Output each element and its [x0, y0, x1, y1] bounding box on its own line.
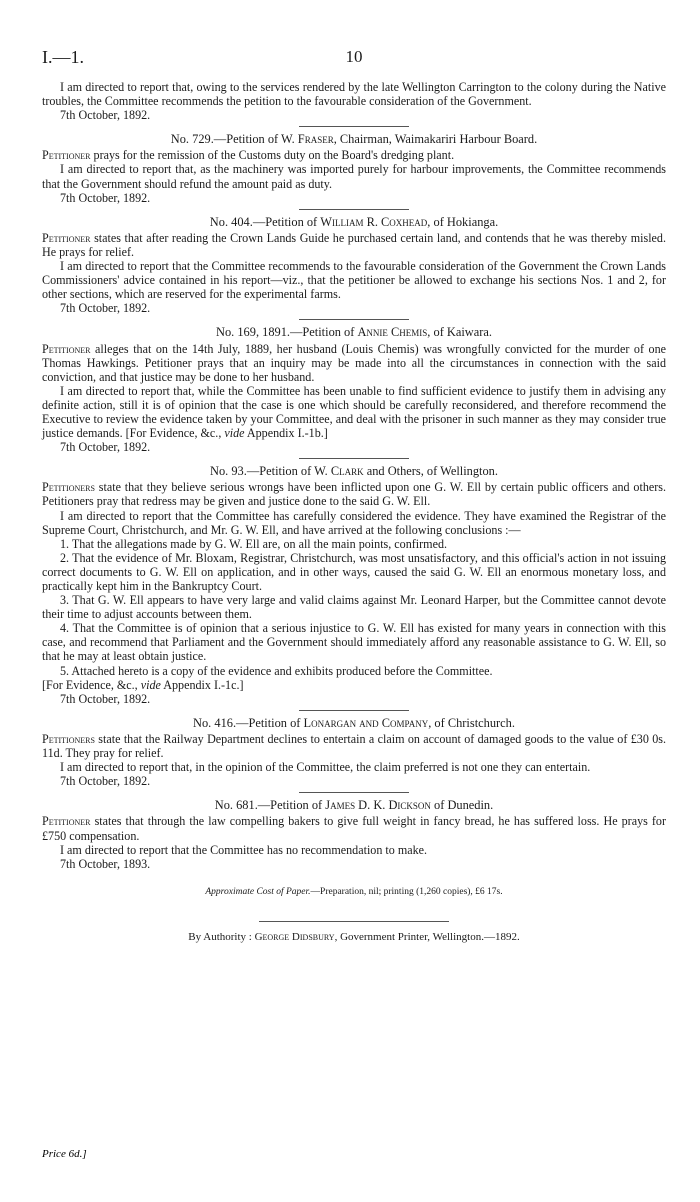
petitioner-statement: Petitioner alleges that on the 14th July, 1889, her husband (Louis Chemis) was wrongfully convicted for the murder of one Thomas Hawkings. Petitioner prays that an inquiry may be made into all the circumstances in connection with the said conviction, and that justice may be done to her husband.: [42, 341, 666, 384]
report-paragraph: I am directed to report that, owing to the services rendered by the late Wellington Carrington to the colony during the Native troubles, the Committee recommends the petition to the favourable consideration of the Government.: [42, 80, 666, 109]
report-date: 7th October, 1893.: [60, 856, 151, 871]
conclusion-item: 3. That G. W. Ell appears to have very large and valid claims against Mr. Leonard Harper, but the Committee cannot devote their time to adjust accounts between them.: [42, 593, 666, 622]
petition-dickson: [42, 798, 666, 870]
section-divider: [299, 209, 409, 210]
page-header: [42, 47, 666, 74]
petition-chemis: [42, 325, 666, 454]
section-divider: [299, 319, 409, 320]
report-date: 7th October, 1892.: [60, 108, 151, 123]
conclusion-item: 2. That the evidence of Mr. Bloxam, Registrar, Christchurch, was most unsatisfactory, and this official's action in not issuing correct documents to G. W. Ell on application, and in other ways, caused the said G. W. Ell an enormous monetary loss, and practically kept him in the Bankruptcy Court.: [42, 550, 666, 593]
conclusion-item: 1. That the allegations made by G. W. Ell are, on all the main points, confirmed.: [60, 536, 448, 551]
price-note: Price 6d.]: [42, 1148, 87, 1160]
report-date: 7th October, 1892.: [60, 190, 151, 205]
report-date: 7th October, 1892.: [60, 774, 151, 789]
report-paragraph: I am directed to report that the Committee has carefully considered the evidence. They have examined the Registrar of the Supreme Court, Christchurch, and Mr. G. W. Ell, and have arrived at the following conclusions :—: [42, 508, 666, 537]
petition-clark: [42, 464, 666, 706]
petitioner-statement: Petitioner prays for the remission of the Customs duty on the Board's dredging plant.: [42, 148, 455, 163]
section-divider: [299, 126, 409, 127]
page-number: 10: [345, 47, 363, 66]
footer-divider: [259, 921, 449, 922]
petitioner-statement: Petitioners state that the Railway Department declines to entertain a claim on account of damaged goods to the value of £30 0s. 11d. They pray for relief.: [42, 731, 666, 761]
petitioner-statement: Petitioner states that after reading the Crown Lands Guide he purchased certain land, and contends that he was thereby misled. He prays for relief.: [42, 230, 666, 259]
petitioner-statement: Petitioners state that they believe serious wrongs have been inflicted upon one G. W. Ell by certain public officers and others. Petitioners pray that redress may be given and justice done to the said G. W. Ell.: [42, 480, 666, 509]
report-date: 7th October, 1892.: [60, 440, 151, 455]
report-paragraph: I am directed to report that the Committee recommends to the favourable consideration of the Government the Crown Lands Commissioners' advice contained in his report—viz., that the petitioner be allowed to exchange his sections Nos. 1 and 2, for other sections, which are reserved for the experimental farms.: [42, 259, 666, 302]
petition-heading: No. 681.—Petition of James D. K. Dickson of Dunedin.: [214, 798, 494, 813]
report-paragraph: I am directed to report that the Committee has no recommendation to make.: [60, 842, 428, 857]
petition-heading: No. 729.—Petition of W. Fraser, Chairman, Waimakariri Harbour Board.: [170, 132, 538, 147]
conclusion-item: 5. Attached hereto is a copy of the evidence and exhibits produced before the Committee.: [60, 663, 493, 678]
report-paragraph: I am directed to report that, as the machinery was imported purely for harbour improvements, the Committee recommends that the Government should refund the amount paid as duty.: [42, 162, 666, 191]
report-date: 7th October, 1892.: [60, 301, 151, 316]
section-divider: [299, 792, 409, 793]
report-paragraph: I am directed to report that, while the Committee has been unable to find sufficient evidence to justify them in advising any definite action, still it is of opinion that the case is one which should be carefully reconsidered, and therefore recommend the Executive to review the evidence taken by your Committee, and deal with the prisoner in such manner as they may consider true justice demands. [For Evidence, &c., vide Appendix I.-1b.]: [42, 383, 666, 441]
printer-authority: By Authority : George Didsbury, Government Printer, Wellington.—1892.: [188, 930, 520, 943]
petition-lonargan: [42, 716, 666, 788]
report-date: 7th October, 1892.: [60, 691, 151, 706]
petition-heading: No. 404.—Petition of William R. Coxhead, of Hokianga.: [209, 214, 499, 229]
petitioner-statement: Petitioner states that through the law compelling bakers to give full weight in fancy bread, he has suffered loss. He prays for £750 compensation.: [42, 814, 666, 843]
section-divider: [299, 710, 409, 711]
petition-carrington: [42, 80, 666, 122]
cost-of-paper: Approximate Cost of Paper.—Preparation, nil; printing (1,260 copies), £6 17s.: [205, 886, 503, 897]
evidence-reference: [For Evidence, &c., vide Appendix I.-1c.]: [42, 677, 244, 692]
petition-heading: No. 169, 1891.—Petition of Annie Chemis, of Kaiwara.: [216, 325, 492, 340]
page-reference: I.—1.: [42, 47, 84, 67]
petition-fraser: [42, 132, 666, 204]
petition-heading: No. 93.—Petition of W. Clark and Others, of Wellington.: [210, 464, 498, 479]
petition-heading: No. 416.—Petition of Lonargan and Company, of Christchurch.: [193, 715, 515, 730]
conclusion-item: 4. That the Committee is of opinion that a serious injustice to G. W. Ell has existed for many years in connection with this case, and recommend that Parliament and the Government should immediately afford any reasonable assistance to G. W. Ell, so that he may at least obtain justice.: [42, 621, 666, 664]
report-paragraph: I am directed to report that, in the opinion of the Committee, the claim preferred is not one they can entertain.: [60, 760, 591, 775]
petition-coxhead: [42, 215, 666, 316]
section-divider: [299, 458, 409, 459]
